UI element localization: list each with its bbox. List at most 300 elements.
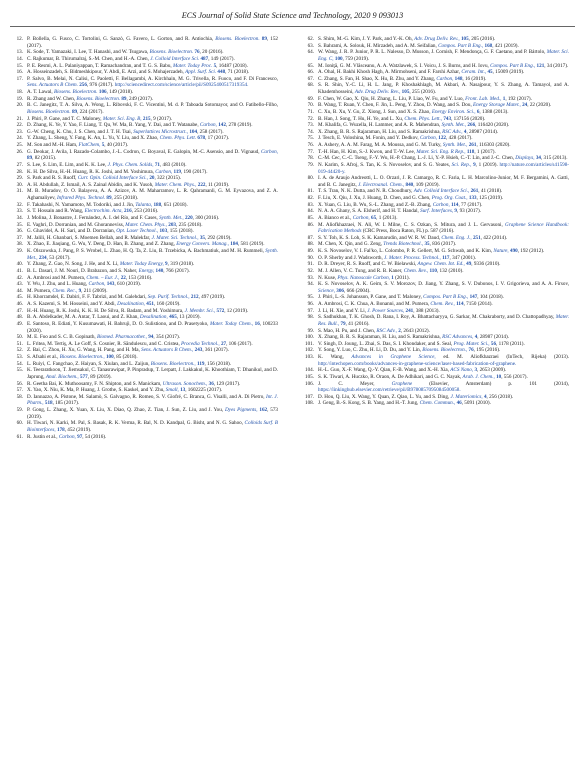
journal-link[interactable]: Mater. Sci. Eng. B,	[102, 115, 142, 122]
reference-body	[318, 268, 569, 275]
journal-link[interactable]: Chem. Eng. J.,	[441, 234, 472, 241]
volume-link[interactable]: 9	[473, 161, 476, 168]
journal-link[interactable]: Carbon,	[352, 214, 370, 221]
reference-entry	[13, 248, 278, 261]
reference-authors: J. Geng, B.-S. Kong, S. B. Yang, and H.-T. Jung,	[318, 400, 420, 407]
journal-link[interactable]: Surf. Interfaces,	[420, 208, 454, 215]
journal-link[interactable]: Compos. Part B Eng.,	[490, 62, 536, 69]
journal-link[interactable]: Carbon,	[419, 135, 437, 142]
journal-link[interactable]: Talanta,	[135, 201, 153, 208]
reference-authors: S. Lee, S. Lim, E. Lim, and K. K. Lee,	[27, 161, 108, 168]
volume-link[interactable]: 106	[98, 89, 107, 95]
volume-link[interactable]: 5	[101, 142, 105, 148]
volume-link[interactable]: 203	[168, 221, 176, 228]
pages-year: , 93 (2017).	[457, 208, 481, 215]
reference-authors: A. Ambrosi and M. Pumera,	[27, 274, 87, 281]
journal-link[interactable]: Chem. Rev.,	[430, 301, 455, 307]
reference-number: 75.	[307, 135, 314, 142]
volume-link[interactable]: 140	[155, 267, 164, 274]
volume-link[interactable]: 148	[454, 75, 463, 82]
journal-link[interactable]: Sens. Actuators B Chem.	[27, 82, 78, 89]
volume-link[interactable]: 572	[216, 307, 225, 314]
reference-authors: J. C. Meyer,	[318, 380, 392, 387]
reference-body	[318, 281, 569, 294]
volume-link[interactable]: 188	[153, 201, 162, 208]
reference-entry	[304, 122, 569, 129]
reference-authors: F. Takahashi, N. Yamamoto, M. Todoriki, and J. Jin,	[27, 201, 136, 208]
journal-link[interactable]: Chem. Commun.,	[419, 400, 456, 407]
journal-link[interactable]: J. Electroanal. Chem.,	[358, 181, 405, 188]
volume-link[interactable]: 142	[218, 122, 226, 129]
pages-year: , 610 (2019).	[114, 281, 142, 288]
journal-link[interactable]: Electrochim. Acta,	[84, 208, 123, 215]
journal-link[interactable]: Graphene Science Handbook: Fabrication Methods	[318, 221, 569, 235]
volume-link[interactable]: 79	[340, 320, 346, 327]
reference-number: 58.	[16, 393, 23, 400]
reference-number: 108.	[305, 400, 314, 407]
reference-authors: W. Wang, J. R. P. Junior, P. R. L. Nalesso, D. Musson, J. Cornish, F. Mendonça, G. F. Caetano, and P. Bártolo,	[318, 49, 547, 56]
reference-authors: A. Ohal, H. Bakhi Khosh Hagh, A. Mirmohseni, and F. Farshi Azhar,	[318, 69, 462, 76]
volume-link[interactable]: 119	[197, 360, 205, 367]
journal-link[interactable]: Appl. Surf. Sci.	[185, 69, 217, 76]
journal-link[interactable]: Colloids Surf. B Biointerfaces,	[27, 420, 278, 433]
volume-link[interactable]: 114	[456, 301, 464, 307]
reference-entry	[13, 281, 278, 288]
volume-link[interactable]: 89	[27, 155, 33, 162]
journal-link[interactable]: Biosens. Bioelectron.	[76, 95, 121, 102]
volume-link[interactable]: 36	[208, 380, 214, 387]
reference-authors: M. Jalili, H. Ghanbari, S. Moemen Bellah, and R. Malekfar,	[27, 234, 152, 241]
pages-year: , 388 (2013).	[413, 307, 440, 314]
reference-body	[27, 89, 278, 96]
journal-link[interactable]: Chem. Rec.,	[52, 287, 78, 294]
volume-link[interactable]: 465	[169, 314, 177, 321]
reference-number: 78.	[307, 155, 314, 162]
journal-link[interactable]: Anal. Biochem.,	[45, 373, 79, 380]
pages-year: , 16 (2019).	[462, 75, 487, 82]
journal-link[interactable]: J. Phys. Chem. Solids,	[107, 161, 154, 168]
reference-number: 66.	[307, 69, 314, 76]
volume-link[interactable]: 241	[405, 307, 414, 314]
volume-link[interactable]: 216	[123, 208, 132, 215]
pages-year: , 125 (2019).	[476, 195, 504, 201]
volume-link[interactable]: 10	[496, 373, 502, 380]
volume-link[interactable]: 49	[466, 261, 472, 268]
volume-link[interactable]: 1	[391, 274, 394, 281]
journal-link[interactable]: J. Mater. Sci. Technol.,	[151, 234, 199, 241]
journal-link[interactable]: Science,	[318, 287, 335, 294]
journal-link[interactable]: Graphene	[391, 380, 413, 387]
journal-link[interactable]: Biosens. Bioelectron.	[53, 89, 98, 95]
reference-body	[318, 354, 569, 367]
volume-link[interactable]: 103	[159, 228, 168, 235]
volume-link[interactable]: 76	[194, 49, 200, 56]
journal-link[interactable]: Int. J. Pharm.,	[27, 393, 278, 407]
reference-authors: T. S. Tran, N. K. Dutta, and N. R. Choudhury,	[318, 188, 414, 195]
pages-year: , 354 (2017).	[153, 334, 180, 341]
volume-link[interactable]: 251	[472, 234, 481, 241]
journal-link[interactable]: Energy,	[138, 267, 155, 274]
volume-link[interactable]: 3	[474, 367, 478, 374]
reference-authors: B. A. Abdelkader, M. A. Antar, T. Laoui, and Z. Khan,	[27, 314, 140, 321]
journal-link[interactable]: Compos. Part B Eng.,	[438, 42, 484, 49]
pages-year: , 41 (2018).	[478, 188, 503, 195]
journal-link[interactable]: Adv. Colloid Interface Sci.,	[413, 188, 470, 195]
journal-link[interactable]: Carbon,	[155, 168, 173, 175]
volume-link[interactable]: 220	[184, 214, 193, 221]
volume-link[interactable]: 119	[173, 168, 181, 175]
reference-number: 54.	[16, 360, 23, 367]
journal-link[interactable]: FlatChem,	[78, 142, 101, 148]
pages-year: , 40 (2017).	[104, 142, 129, 148]
journal-link[interactable]: J. Membr. Sci.,	[184, 307, 216, 314]
volume-link[interactable]: 178	[57, 426, 65, 433]
volume-link[interactable]: 45	[487, 69, 493, 76]
journal-link[interactable]: Carbon,	[199, 122, 217, 129]
journal-link[interactable]: Biosens. Bioelectron.	[149, 49, 194, 56]
journal-link[interactable]: Advances in Graphene Science,	[351, 354, 436, 360]
volume-link[interactable]: 306	[336, 287, 344, 294]
pages-year: , 258 (2017).	[197, 128, 224, 135]
journal-link[interactable]: Energy Environ. Sci.,	[431, 108, 476, 115]
volume-link[interactable]: 105	[460, 36, 469, 42]
reference-number: 74.	[307, 128, 314, 135]
reference-number: 21.	[16, 115, 23, 122]
reference-entry	[13, 321, 278, 334]
volume-link[interactable]: 110	[429, 267, 437, 274]
journal-link[interactable]: Biosens. Bioelectron.	[27, 108, 71, 115]
volume-link[interactable]: 743	[443, 115, 452, 122]
reference-body	[27, 248, 278, 261]
reference-entry	[13, 208, 278, 215]
reference-entry	[304, 76, 569, 83]
journal-link[interactable]: Trends Biotechnol.,	[383, 241, 424, 248]
reference-authors: E. Vaghri, D. Dorranian, and M. Ghoranneviss,	[27, 221, 126, 228]
reference-entry	[13, 36, 278, 49]
volume-link[interactable]: 89	[121, 95, 127, 102]
journal-link[interactable]: Curr. Opin. Colloid Interface Sci.,	[77, 175, 149, 182]
volume-link[interactable]: 147	[469, 294, 478, 301]
reference-number: 55.	[16, 367, 23, 374]
reference-authors: H.-L. Guo, X.-F. Wang, Q.-Y. Qian, F.-B. Wang, and X.-H. Xia,	[318, 367, 451, 374]
journal-link[interactable]: J. Materiomics,	[450, 393, 483, 400]
volume-link[interactable]: 243	[194, 347, 203, 354]
journal-link[interactable]: RSC Adv.,	[442, 128, 463, 135]
pages-year: , 17 (2017).	[205, 135, 230, 142]
volume-link[interactable]: 22	[120, 274, 126, 281]
reference-body	[27, 361, 278, 368]
reference-entry	[13, 294, 278, 301]
volume-link[interactable]: 94	[148, 334, 154, 341]
journal-link[interactable]: Mater. Today Chem.,	[209, 320, 254, 327]
journal-link[interactable]: Ceram. Int.,	[461, 69, 487, 76]
volume-link[interactable]: 89	[106, 195, 112, 201]
pages-year: , 160 (2019).	[153, 301, 181, 307]
volume-link[interactable]: 35	[199, 234, 205, 241]
journal-link[interactable]: J. Colloid Interface Sci.	[150, 55, 200, 62]
volume-link[interactable]: 100	[334, 55, 343, 62]
journal-link[interactable]: Carbon,	[88, 281, 106, 288]
volume-link[interactable]: 105	[401, 89, 410, 95]
journal-link[interactable]: Biosens. Bioelectron.,	[422, 347, 468, 354]
journal-link[interactable]: Desalination,	[117, 301, 145, 307]
reference-entry	[304, 188, 569, 195]
reference-number: 67.	[307, 75, 314, 82]
reference-body	[318, 381, 569, 394]
journal-link[interactable]: J. Mater. Process. Technol.,	[384, 254, 441, 261]
journal-link[interactable]: Procedia Technol.,	[181, 340, 220, 347]
reference-entry	[304, 162, 569, 175]
reference-url-link[interactable]: http://intechopen.com/books/advances-in-graphene-science/laser-based-fabrication-of-graphene.	[318, 360, 517, 367]
reference-entry	[13, 56, 278, 63]
journal-link[interactable]: Mater. Chem. Phys.,	[125, 221, 167, 228]
volume-link[interactable]: 4	[483, 393, 487, 400]
journal-link[interactable]: Chem. – Eur. J.,	[86, 274, 120, 281]
volume-link[interactable]: 100	[105, 354, 114, 360]
reference-entry	[304, 374, 569, 381]
reference-url-link[interactable]: http://sciencedirect.com/science/article/pii/S0925400517319354.	[114, 82, 249, 89]
volume-link[interactable]: 76	[468, 347, 474, 354]
volume-link[interactable]: 122	[438, 135, 446, 142]
reference-authors: R. Justin et al.,	[27, 433, 59, 440]
reference-entry	[13, 69, 278, 76]
volume-link[interactable]: 448	[217, 69, 226, 76]
reference-number: 60.	[16, 420, 23, 427]
journal-link[interactable]: Mater. Today Proc.	[172, 62, 213, 69]
volume-link[interactable]: 97	[77, 433, 83, 440]
reference-authors: A. Ambrosi, C. K. Chua, A. Bonanni, and M. Pumera,	[318, 301, 431, 307]
volume-link[interactable]: 27	[220, 340, 227, 347]
journal-link[interactable]: Opt. Laser Technol.,	[116, 228, 159, 235]
journal-link[interactable]: Sci. Rep.,	[451, 161, 472, 168]
reference-number: 46.	[16, 301, 23, 307]
journal-link[interactable]: Chem. Phys. Lett.,	[404, 115, 443, 122]
reference-body	[27, 334, 278, 341]
reference-authors: S. Mao, H. Pu, and J. Chen,	[318, 327, 377, 334]
journal-link[interactable]: Biosens. Bioelectron.,	[59, 354, 105, 360]
volume-link[interactable]: 34	[535, 155, 541, 162]
reference-entry	[13, 89, 278, 96]
reference-authors: S. Y. Toh, K. S. Loh, S. K. Kamarudin, and W. R. W. Daud,	[318, 234, 442, 241]
journal-link[interactable]: Adv. Drug Deliv. Rev.,	[414, 36, 460, 42]
volume-link[interactable]: 13	[180, 387, 186, 394]
journal-link[interactable]: ACS Nano,	[450, 367, 474, 374]
journal-link[interactable]: Arab. J. Chem.,	[462, 373, 495, 380]
reference-authors: B. Wang, T. Ruan, Y. Chen, F. Jin, L. Peng, Y. Zhou, D. Wang, and S. Dou,	[318, 102, 474, 109]
pages-year: (CRC Press, Boca Raton, FL) p. 587 (2016).	[361, 228, 455, 235]
reference-number: 27.	[16, 161, 23, 168]
journal-link[interactable]: Sep. Purif. Technol.,	[147, 294, 190, 301]
reference-number: 68.	[307, 82, 314, 89]
journal-link[interactable]: Small,	[165, 387, 179, 394]
pages-year: , 651 (2018).	[161, 201, 188, 208]
volume-link[interactable]: 678	[197, 135, 206, 142]
journal-link[interactable]: Energy Storage Mater.,	[473, 102, 521, 109]
reference-entry	[304, 268, 569, 275]
journal-link[interactable]: J. Power Sources,	[367, 307, 405, 314]
journal-link[interactable]: Phys. Nanoscale Carbon,	[337, 274, 390, 281]
reference-number: 32.	[16, 201, 23, 208]
volume-link[interactable]: 487	[200, 55, 209, 62]
reference-authors: D. Hou, Q. Liu, X. Wang, Y. Quan, Z. Qiao, L. Yu, and S. Ding,	[318, 393, 451, 400]
journal-link[interactable]: Nature,	[493, 248, 509, 254]
reference-number: 65.	[307, 62, 314, 69]
journal-link[interactable]: Carbon,	[261, 148, 278, 155]
reference-number: 25.	[16, 142, 23, 148]
reference-authors: H. Tiwari, N. Karki, M. Pal, S. Basak, R. K. Verma, R. Bal, N. D. Kandpal, G. Bisht, and N. G. Sahoo,	[27, 420, 245, 427]
volume-link[interactable]: 133	[468, 195, 477, 201]
journal-link[interactable]: Synth. Met.,	[27, 248, 278, 261]
reference-entry	[13, 314, 278, 321]
journal-link[interactable]: Carbon,	[432, 201, 450, 208]
reference-authors: S. T. Hossain and R. Wang,	[27, 208, 85, 215]
journal-link[interactable]: Carbon,	[436, 75, 454, 82]
reference-number: 84.	[307, 208, 314, 215]
journal-link[interactable]: RSC Adv.,	[376, 327, 397, 334]
reference-number: 40.	[16, 261, 23, 268]
volume-link[interactable]: 266	[467, 122, 476, 129]
reference-entry	[13, 301, 278, 308]
reference-number: 91.	[307, 261, 314, 268]
journal-link[interactable]: Mater. Chem. Phys.,	[154, 181, 197, 188]
reference-body	[27, 268, 278, 275]
volume-link[interactable]: 168	[484, 42, 493, 49]
journal-link[interactable]: Sens. Actuators B Chem.,	[141, 347, 194, 354]
volume-link[interactable]: 9	[165, 261, 168, 268]
volume-link[interactable]: 118	[466, 148, 475, 155]
journal-link[interactable]: Adv. Drug Deliv. Rev.,	[354, 89, 401, 95]
journal-link[interactable]: Angew. Chem. Int. Ed.,	[417, 261, 465, 268]
references-left-column	[13, 36, 278, 440]
volume-link[interactable]: 840	[405, 181, 414, 188]
volume-link[interactable]: 89	[71, 108, 78, 115]
reference-entry	[13, 347, 278, 354]
journal-link[interactable]: Synth. Met.,	[441, 122, 467, 129]
reference-authors: J. Li, H. Xie, and Y. Li,	[318, 307, 368, 314]
journal-link[interactable]: Biomed. Pharmacother.,	[96, 334, 147, 341]
volume-link[interactable]: 5	[213, 62, 217, 69]
volume-link[interactable]: 6	[476, 108, 480, 115]
pages-year: , 666 (2004).	[344, 287, 371, 294]
journal-link[interactable]: RSC Advances,	[442, 334, 474, 341]
journal-link[interactable]: Chem. Phys. Lett.	[159, 135, 197, 142]
journal-link[interactable]: Chem. Rev.,	[403, 267, 429, 274]
journal-link[interactable]: Mater. Today Energy,	[119, 261, 164, 268]
pages-year: , 85 (2018).	[113, 354, 138, 360]
volume-link[interactable]: 212	[190, 294, 199, 301]
reference-entry	[13, 182, 278, 189]
volume-link[interactable]: 577	[80, 373, 88, 380]
journal-link[interactable]: Dyes Pigments,	[224, 407, 258, 413]
volume-link[interactable]: 451	[146, 301, 154, 307]
volume-link[interactable]: 222	[197, 181, 206, 188]
volume-link[interactable]: 121	[536, 62, 545, 69]
reference-body	[318, 155, 569, 162]
volume-link[interactable]: 20	[149, 175, 155, 182]
volume-link[interactable]: 9	[78, 287, 82, 294]
journal-link[interactable]: Superlattices Microstruct.,	[133, 128, 189, 135]
volume-link[interactable]: 261	[470, 188, 479, 195]
pages-year: , 278 (2019).	[225, 122, 253, 129]
volume-link[interactable]: 4	[463, 128, 467, 135]
journal-link[interactable]: Front. Lab. Med.,	[465, 95, 502, 102]
volume-link[interactable]: 261	[468, 142, 477, 148]
volume-link[interactable]: 117	[442, 254, 450, 261]
reference-entry	[304, 381, 569, 394]
reference-number: 33.	[16, 208, 23, 215]
reference-entry	[13, 367, 278, 380]
volume-link[interactable]: 184	[230, 241, 238, 248]
volume-link[interactable]: 114	[451, 201, 459, 208]
journal-link[interactable]: Mater. Sci. Eng. R Rep.,	[416, 148, 466, 155]
reference-body	[318, 36, 569, 43]
volume-link[interactable]: 104	[189, 128, 198, 135]
journal-link[interactable]: Synth. Met.,	[442, 142, 468, 148]
journal-link[interactable]: Energy Convers. Manag.,	[176, 241, 229, 248]
pages-year: , 106 (2017).	[226, 340, 253, 347]
volume-link[interactable]: 35	[424, 241, 430, 248]
reference-number: 49.	[16, 320, 23, 327]
volume-link[interactable]: 162	[259, 407, 268, 413]
volume-link[interactable]: 46	[456, 400, 462, 407]
volume-link[interactable]: 16	[254, 320, 260, 327]
reference-entry	[13, 434, 278, 441]
journal-link[interactable]: Compos. Part B Eng.,	[423, 294, 469, 301]
journal-link[interactable]: Biosens. Bioelectron.,	[150, 360, 196, 367]
journal-link[interactable]: Infrared Phys. Technol.	[56, 195, 106, 201]
volume-link[interactable]: 490	[510, 248, 518, 254]
pages-year: , 129 (2017).	[213, 380, 241, 387]
pages-year: , 77 (2017).	[458, 201, 483, 208]
volume-link[interactable]: 71	[154, 161, 160, 168]
journal-link[interactable]: Prog. Org. Coat.,	[431, 195, 468, 201]
reference-number: 93.	[307, 274, 314, 281]
volume-link[interactable]: 143	[106, 281, 115, 288]
volume-link[interactable]: 1	[502, 95, 506, 102]
journal-link[interactable]: Mater. Sci. Eng. C,	[318, 49, 569, 62]
journal-link[interactable]: Displays,	[515, 155, 535, 162]
reference-number: 81.	[307, 188, 314, 195]
volume-link[interactable]: 65	[371, 214, 377, 221]
volume-link[interactable]: 215	[142, 115, 151, 122]
journal-link[interactable]: Biosens. Bioelectron.	[215, 36, 260, 42]
volume-link[interactable]: 24	[522, 102, 528, 109]
volume-link[interactable]: 4	[474, 334, 478, 341]
volume-link[interactable]: 56	[490, 340, 497, 347]
journal-link[interactable]: Mater. Res. Bull.,	[318, 314, 569, 327]
reference-authors: H. Khorramdel, E. Dabiri, F. F. Tabrizi, and M. Galehdari,	[27, 294, 148, 301]
reference-authors: S. R. Shin, Y.-C. Li, H. L. Jang, P. Khoshakhlagh, M. Akbari, A. Nasajpour, Y. S. Zhang, A. Tamayol, and A. Khademhosseini,	[318, 82, 569, 95]
reference-number: 37.	[16, 234, 23, 241]
volume-link[interactable]: 234	[38, 254, 47, 261]
reference-authors: I. A. de Araujo Andreotti, L. O. Orzari, J. R. Camargo, R. C. Faria, L. H. Marcolino-Junior, M. F. Bergamini, A. Gatti, and B. C. Janegitz,	[318, 175, 569, 188]
pages-year: , 1 (2017).	[474, 148, 496, 155]
volume-link[interactable]: 9	[454, 208, 457, 215]
volume-link[interactable]: 2	[398, 327, 401, 334]
journal-link[interactable]: Desalination,	[139, 314, 168, 321]
journal-link[interactable]: Synth. Met.,	[159, 214, 184, 221]
journal-link[interactable]: Carbon,	[58, 433, 76, 440]
volume-link[interactable]: 256	[79, 82, 87, 89]
reference-number: 92.	[307, 267, 314, 274]
reference-url-link[interactable]: https://linkinghub.elsevier.com/retrieve/pii/B9780857095084500058.	[318, 387, 461, 394]
reference-number: 85.	[307, 214, 314, 221]
journal-link[interactable]: Ultrason. Sonochem.,	[162, 380, 208, 387]
volume-link[interactable]: 518	[44, 400, 53, 407]
reference-url-link[interactable]: http://nature.com/articles/s41598-019-44420-y.	[318, 161, 569, 175]
volume-link[interactable]: 89	[261, 36, 267, 42]
journal-link[interactable]: Prog. Mater. Sci.,	[453, 340, 490, 347]
